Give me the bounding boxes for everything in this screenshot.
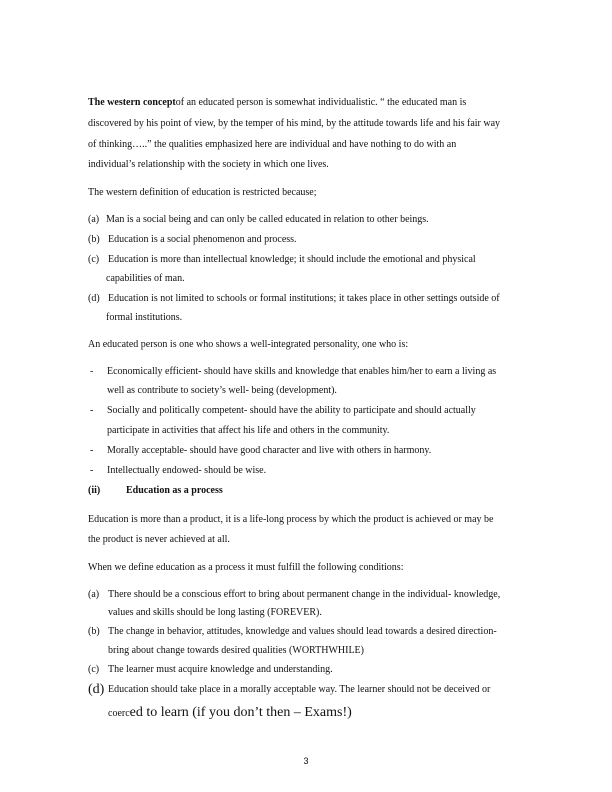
list-label: (c) <box>88 254 100 265</box>
list-label: (b) <box>88 626 100 637</box>
list-item <box>108 704 352 723</box>
list-item: Education should take place in a morally acceptable way. The learner should not be deceived or <box>108 684 491 695</box>
list-label: (d) <box>88 682 105 697</box>
list-item: Education is more than intellectual knowledge; it should include the emotional and physical <box>108 254 476 265</box>
person-intro: An educated person is one who shows a well-integrated personality, one who is: <box>88 339 409 350</box>
list-label: (a) <box>88 214 100 225</box>
list-label: (d) <box>88 293 100 304</box>
list-item: Education is a social phenomenon and process. <box>108 234 297 245</box>
intro-line: discovered by his point of view, by the temper of his mind, by the attitude towards life and his fair way <box>88 118 501 129</box>
page-number: 3 <box>303 756 309 766</box>
list-item: bring about change towards desired qualities (WORTHWHILE) <box>108 645 364 656</box>
bullet-item: participate in activities that affect his life and others in the community. <box>107 425 390 436</box>
list-item: The change in behavior, attitudes, knowledge and values should lead towards a desired direction- <box>108 626 497 637</box>
bullet-item: Morally acceptable- should have good character and live with others in harmony. <box>107 445 432 456</box>
intro-text: of an educated person is somewhat individualistic. “ the educated man is <box>175 97 467 108</box>
list-item-small: coerc <box>108 708 130 719</box>
process-para-line: the product is never achieved at all. <box>88 534 230 545</box>
section-title: Education as a process <box>126 485 223 496</box>
intro-bold-lead: The western concept <box>88 97 176 108</box>
bullet-dash: - <box>90 465 94 476</box>
bullet-item: Intellectually endowed- should be wise. <box>107 465 267 476</box>
intro-line: individual’s relationship with the society in which one lives. <box>88 159 329 170</box>
intro-line: of thinking…..” the qualities emphasized here are individual and have nothing to do with an <box>88 139 457 150</box>
list-item: Man is a social being and can only be called educated in relation to other beings. <box>106 214 429 225</box>
list-item: Education is not limited to schools or formal institutions; it takes place in other settings outside of <box>108 293 500 304</box>
intro-line <box>88 96 466 110</box>
list-item: formal institutions. <box>106 312 183 323</box>
bullet-item: well as contribute to society’s well- being (development). <box>107 385 337 396</box>
restricted-intro: The western definition of education is restricted because; <box>88 187 317 198</box>
bullet-dash: - <box>90 445 94 456</box>
process-para-line: Education is more than a product, it is a life-long process by which the product is achieved or may be <box>88 514 494 525</box>
list-item: The learner must acquire knowledge and understanding. <box>108 664 333 675</box>
list-item: capabilities of man. <box>106 273 185 284</box>
bullet-item: Economically efficient- should have skills and knowledge that enables him/her to earn a living as <box>107 366 497 377</box>
list-label: (a) <box>88 589 100 600</box>
bullet-dash: - <box>90 405 94 416</box>
list-item-big: ed to learn (if you don’t then – Exams!) <box>129 705 352 720</box>
list-item: values and skills should be long lasting (FOREVER). <box>108 607 322 618</box>
bullet-item: Socially and politically competent- should have the ability to participate and should actually <box>107 405 476 416</box>
list-label: (c) <box>88 664 100 675</box>
section-number: (ii) <box>88 485 101 496</box>
list-item: There should be a conscious effort to bring about permanent change in the individual- knowledge, <box>108 589 501 600</box>
conditions-intro: When we define education as a process it must fulfill the following conditions: <box>88 562 404 573</box>
list-label: (b) <box>88 234 100 245</box>
bullet-dash: - <box>90 366 94 377</box>
